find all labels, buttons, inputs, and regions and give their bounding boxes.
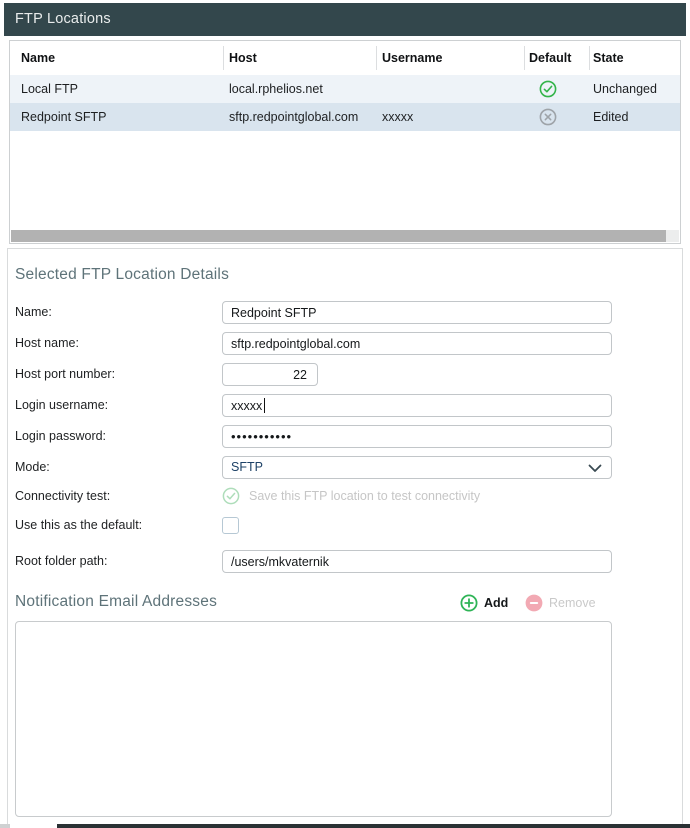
panel-header: [4, 3, 686, 36]
root-folder-label: Root folder path:: [15, 554, 108, 568]
login-password-label: Login password:: [15, 429, 107, 443]
use-default-label: Use this as the default:: [15, 518, 143, 532]
name-label: Name:: [15, 305, 52, 319]
cell-username: xxxxx: [382, 110, 414, 124]
cell-state: Unchanged: [593, 82, 657, 96]
cell-host: local.rphelios.net: [229, 82, 323, 96]
chevron-down-icon: [588, 464, 602, 473]
column-header-name: Name: [21, 51, 56, 65]
column-header-host: Host: [229, 51, 257, 65]
column-divider: [524, 46, 525, 70]
ftp-location-details-panel: [7, 248, 683, 828]
bottom-edge-fragment: [0, 824, 10, 828]
horizontal-scrollbar[interactable]: [11, 230, 679, 242]
details-section-title: Selected FTP Location Details: [15, 266, 230, 283]
panel-title: FTP Locations: [15, 11, 111, 27]
mode-select[interactable]: [222, 456, 612, 479]
add-button-label: Add: [484, 596, 509, 610]
cell-name: Redpoint SFTP: [21, 110, 107, 124]
column-header-username: Username: [382, 51, 443, 65]
cell-host: sftp.redpointglobal.com: [229, 110, 359, 124]
host-port-input[interactable]: [222, 363, 318, 386]
login-username-wrap: [222, 394, 612, 417]
use-default-checkbox[interactable]: [222, 517, 239, 534]
column-divider: [223, 46, 224, 70]
cell-name: Local FTP: [21, 82, 78, 96]
cell-state: Edited: [593, 110, 629, 124]
host-port-label: Host port number:: [15, 367, 116, 381]
table-row-redpoint-sftp-selected[interactable]: [10, 103, 680, 131]
next-section-header-fragment: [57, 824, 690, 828]
notification-email-list[interactable]: [15, 621, 612, 817]
plus-circle-icon: [460, 594, 478, 612]
connectivity-check-icon-disabled: [222, 487, 240, 505]
table-row-local-ftp[interactable]: [10, 75, 680, 103]
mode-label: Mode:: [15, 460, 50, 474]
connectivity-test-label: Connectivity test:: [15, 489, 111, 503]
root-folder-input[interactable]: [222, 550, 612, 573]
text-cursor: [264, 398, 265, 413]
login-username-label: Login username:: [15, 398, 109, 412]
column-header-default: Default: [529, 51, 572, 65]
table-header-row: [10, 41, 680, 76]
scrollbar-thumb[interactable]: [11, 230, 666, 242]
host-name-label: Host name:: [15, 336, 79, 350]
ftp-locations-table: [9, 40, 681, 244]
connectivity-test-message: Save this FTP location to test connectivity: [249, 489, 481, 503]
notification-emails-section-title: Notification Email Addresses: [15, 593, 218, 610]
login-password-input[interactable]: [222, 425, 612, 448]
login-username-input[interactable]: [222, 394, 612, 417]
name-input[interactable]: [222, 301, 612, 324]
column-header-state: State: [593, 51, 624, 65]
mode-selected-value: SFTP: [231, 460, 263, 474]
host-name-input[interactable]: [222, 332, 612, 355]
default-no-icon: [539, 108, 557, 126]
column-divider: [376, 46, 377, 70]
remove-button-label: Remove: [549, 596, 596, 610]
minus-circle-icon: [525, 594, 543, 612]
default-yes-icon: [539, 80, 557, 98]
column-divider: [589, 46, 590, 70]
